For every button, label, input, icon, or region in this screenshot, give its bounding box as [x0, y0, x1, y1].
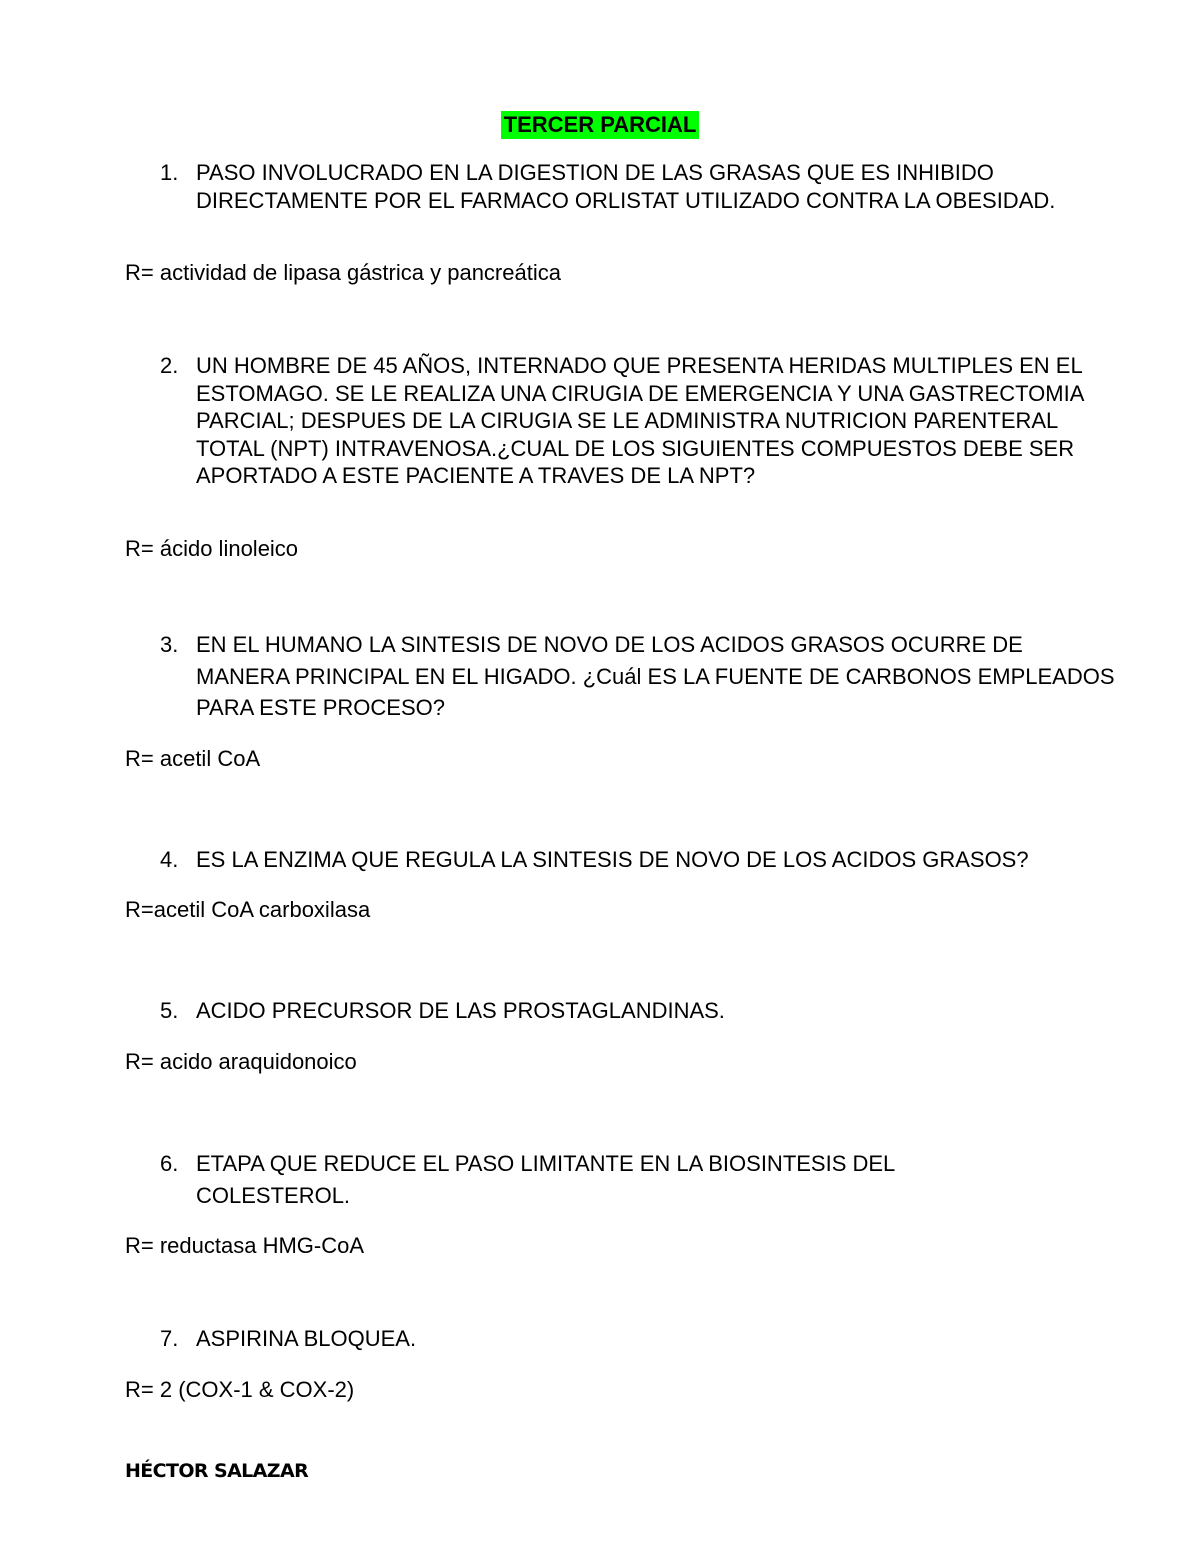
question-3 [160, 629, 1120, 724]
question-text: ES LA ENZIMA QUE REGULA LA SINTESIS DE NOVO DE LOS ACIDOS GRASOS? [196, 847, 1029, 872]
document-title: TERCER PARCIAL [501, 111, 700, 139]
author-name: HÉCTOR SALAZAR [125, 1460, 309, 1482]
question-number: 4. [160, 847, 179, 872]
question-6 [160, 1148, 1120, 1211]
answer-1: R= actividad de lipasa gástrica y pancreática [125, 260, 561, 285]
question-7 [160, 1325, 1120, 1353]
question-number: 5. [160, 998, 179, 1023]
question-number: 2. [160, 353, 179, 378]
question-text: ACIDO PRECURSOR DE LAS PROSTAGLANDINAS. [196, 998, 725, 1023]
question-text: ASPIRINA BLOQUEA. [196, 1326, 417, 1351]
question-text: PASO INVOLUCRADO EN LA DIGESTION DE LAS GRASAS QUE ES INHIBIDO DIRECTAMENTE POR EL FARMACO ORLISTAT UTILIZADO CONTRA LA OBESIDAD. [196, 160, 1056, 213]
question-text: EN EL HUMANO LA SINTESIS DE NOVO DE LOS ACIDOS GRASOS OCURRE DE MANERA PRINCIPAL EN EL HIGADO. ¿Cuál ES LA FUENTE DE CARBONOS EMPLEADOS PARA ESTE PROCESO? [196, 632, 1115, 720]
answer-3: R= acetil CoA [125, 746, 261, 771]
title-container [0, 111, 1200, 139]
answer-2: R= ácido linoleico [125, 536, 299, 561]
question-4 [160, 846, 1120, 874]
question-5 [160, 997, 1120, 1025]
question-number: 7. [160, 1326, 179, 1351]
answer-4: R=acetil CoA carboxilasa [125, 897, 371, 922]
question-2 [160, 352, 1120, 490]
answer-7: R= 2 (COX-1 & COX-2) [125, 1377, 355, 1402]
answer-6: R= reductasa HMG-CoA [125, 1233, 365, 1258]
question-number: 3. [160, 632, 179, 657]
question-text: ETAPA QUE REDUCE EL PASO LIMITANTE EN LA BIOSINTESIS DEL COLESTEROL. [196, 1151, 895, 1208]
question-number: 6. [160, 1151, 179, 1176]
question-number: 1. [160, 160, 179, 185]
answer-5: R= acido araquidonoico [125, 1049, 357, 1074]
question-text: UN HOMBRE DE 45 AÑOS, INTERNADO QUE PRESENTA HERIDAS MULTIPLES EN EL ESTOMAGO. SE LE REALIZA UNA CIRUGIA DE EMERGENCIA Y UNA GASTRECTOMIA PARCIAL; DESPUES DE LA CIRUGIA SE LE ADMINISTRA NUTRICION PARENTERAL TOTAL (NPT) INTRAVENOSA.¿CUAL DE LOS SIGUIENTES COMPUESTOS DEBE SER APORTADO A ESTE PACIENTE A TRAVES DE LA NPT? [196, 353, 1084, 488]
question-1 [160, 159, 1120, 214]
